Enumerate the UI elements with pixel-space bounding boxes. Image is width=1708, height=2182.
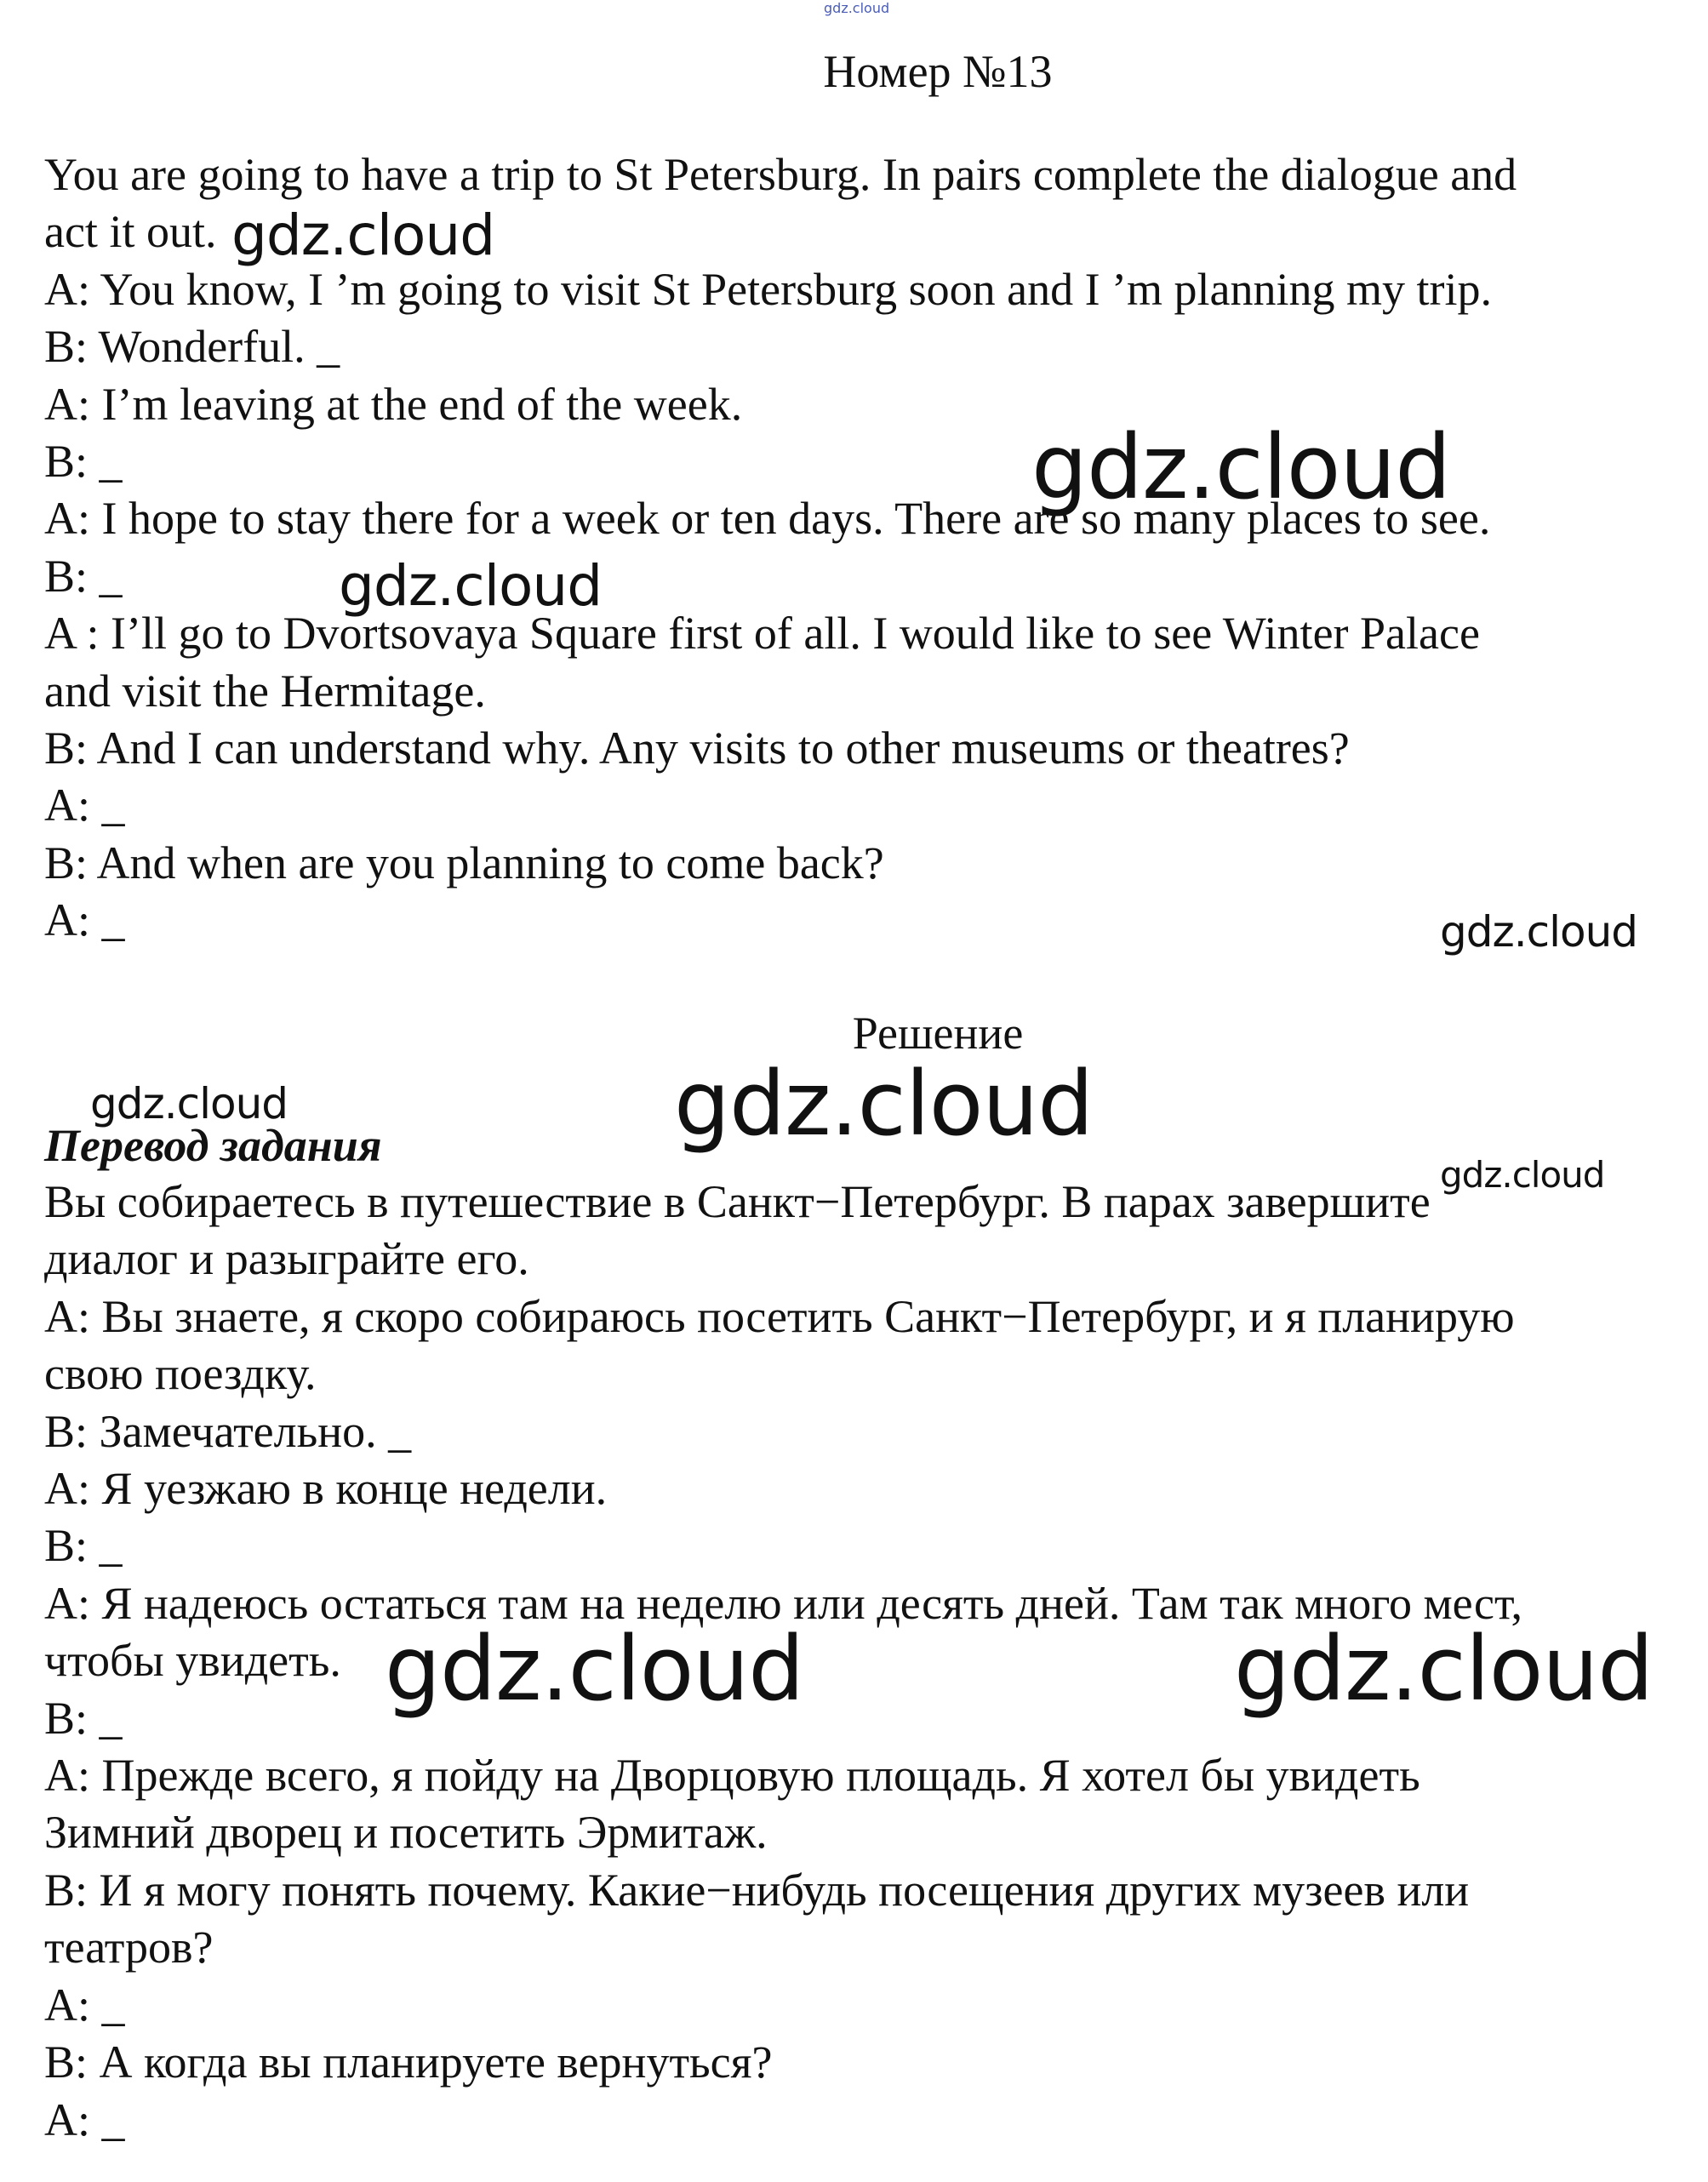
translation-line: В: Замечательно. _ xyxy=(44,1405,412,1457)
translation-line: В: И я могу понять почему. Какие−нибудь посещения других музеев или xyxy=(44,1864,1470,1916)
translation-line: А: Я уезжаю в конце недели. xyxy=(44,1463,608,1515)
watermark: gdz.cloud xyxy=(1031,415,1451,519)
watermark: gdz.cloud xyxy=(231,203,495,268)
watermark: gdz.cloud xyxy=(1440,1154,1605,1196)
dialogue-line: A: _ xyxy=(44,894,125,946)
translation-line: свою поездку. xyxy=(44,1348,317,1400)
task-line: You are going to have a trip to St Petersburg. In pairs complete the dialogue and xyxy=(44,149,1517,200)
dialogue-line: B: _ xyxy=(44,550,123,602)
translation-line: Зимний дворец и посетить Эрмитаж. xyxy=(44,1807,768,1859)
dialogue-line: B: And I can understand why. Any visits to other museums or theatres? xyxy=(44,723,1350,774)
dialogue-line: A : I’ll go to Dvortsovaya Square first of all. I would like to see Winter Palace xyxy=(44,608,1480,660)
task-line: act it out. xyxy=(44,206,217,258)
watermark: gdz.cloud xyxy=(385,1617,804,1721)
translation-line: В: А когда вы планируете вернуться? xyxy=(44,2036,773,2088)
translation-line: А: Прежде всего, я пойду на Дворцовую площадь. Я хотел бы увидеть xyxy=(44,1750,1420,1802)
dialogue-line: A: I hope to stay there for a week or ten days. There are so many places to see. xyxy=(44,493,1491,545)
dialogue-line: B: Wonderful. _ xyxy=(44,321,340,373)
watermark: gdz.cloud xyxy=(674,1052,1094,1156)
watermark: gdz.cloud xyxy=(339,553,603,619)
translation-line: Вы собираетесь в путешествие в Санкт−Петербург. В парах завершите xyxy=(44,1176,1431,1227)
translation-line: А: _ xyxy=(44,1979,125,2031)
dialogue-line: and visit the Hermitage. xyxy=(44,665,486,717)
dialogue-line: B: _ xyxy=(44,436,123,488)
watermark: gdz.cloud xyxy=(90,1079,288,1128)
top-watermark: gdz.cloud xyxy=(824,0,890,16)
translation-line: В: _ xyxy=(44,1692,123,1744)
solution-title: Решение xyxy=(852,1008,1024,1059)
watermark: gdz.cloud xyxy=(1440,907,1638,957)
translation-line: чтобы увидеть. xyxy=(44,1635,341,1687)
translation-line: театров? xyxy=(44,1922,214,1974)
dialogue-line: A: I’m leaving at the end of the week. xyxy=(44,378,743,430)
translation-line: А: Вы знаете, я скоро собираюсь посетить Санкт−Петербург, и я планирую xyxy=(44,1290,1515,1342)
dialogue-line: B: And when are you planning to come back? xyxy=(44,837,884,888)
translation-line: А: Я надеюсь остаться там на неделю или десять дней. Там так много мест, xyxy=(44,1577,1522,1629)
translation-line: В: _ xyxy=(44,1520,123,1572)
dialogue-line: A: You know, I ’m going to visit St Petersburg soon and I ’m planning my trip. xyxy=(44,263,1492,315)
dialogue-line: A: _ xyxy=(44,780,125,831)
translation-heading: Перевод задания xyxy=(44,1120,382,1171)
translation-line: А: _ xyxy=(44,2093,125,2145)
page-title: Номер №13 xyxy=(823,46,1053,97)
translation-line: диалог и разыграйте его. xyxy=(44,1233,529,1285)
watermark: gdz.cloud xyxy=(1234,1617,1654,1721)
